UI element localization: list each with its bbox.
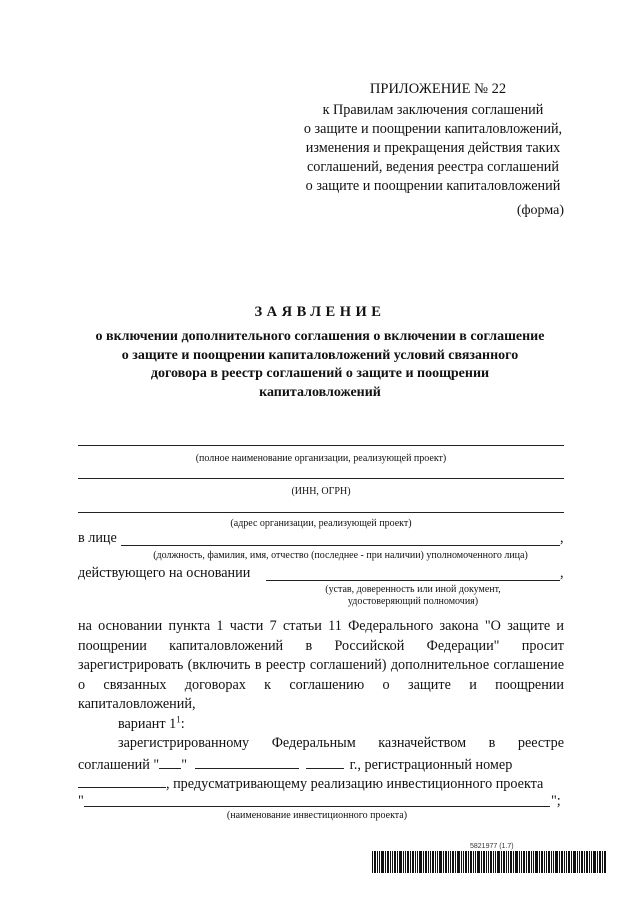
address-caption: (адрес организации, реализующей проект) <box>230 518 412 529</box>
project-caption: (наименование инвестиционного проекта) <box>226 810 408 821</box>
variant-line <box>78 715 564 735</box>
footnote-marker: 1 <box>176 713 181 724</box>
subtitle-line: о защите и поощрении капиталовложений условий связанного <box>121 347 519 363</box>
subtitle-line: капиталовложений <box>259 384 381 400</box>
project-quote-open: " <box>78 793 84 809</box>
in-person-caption: (должность, фамилия, имя, отчество (последнее - при наличии) уполномоченного лица) <box>153 550 528 561</box>
basis-caption-line: (устав, доверенность или иной документ, <box>325 584 501 595</box>
registered-line-3 <box>78 774 564 793</box>
reg-number-blank[interactable] <box>78 774 166 788</box>
document-subtitle <box>70 328 570 402</box>
form-label: (форма) <box>516 203 564 218</box>
month-blank[interactable] <box>195 755 299 769</box>
org-name-line <box>78 445 564 446</box>
in-person-comma: , <box>560 530 564 546</box>
day-blank[interactable] <box>159 755 181 769</box>
inn-line <box>78 478 564 479</box>
document-title: ЗАЯВЛЕНИЕ <box>254 304 386 320</box>
basis-caption-line: удостоверяющий полномочия) <box>347 596 479 607</box>
subtitle-line: о включении дополнительного соглашения о включении в соглашение <box>95 329 545 344</box>
appendix-line: о защите и поощрении капиталовложений, <box>303 121 563 137</box>
appendix-line: к Правилам заключения соглашений <box>322 102 544 118</box>
in-person-label: в лице <box>78 530 117 546</box>
variant-colon: : <box>180 715 185 732</box>
in-person-line <box>121 545 560 546</box>
basis-label: действующего на основании <box>78 565 251 581</box>
appendix-number: ПРИЛОЖЕНИЕ № 22 <box>369 81 507 97</box>
year-blank[interactable] <box>306 755 344 769</box>
subtitle-line: договора в реестр соглашений о защите и поощрении <box>150 366 490 381</box>
registered-line-1: зарегистрированному Федеральным казначейством в реестре <box>118 735 564 751</box>
body-text: на основании пункта 1 части 7 статьи 11 Федерального закона "О защите и поощрении капиталовложений в Российской Федерации" просит зарегистрировать (включить в реестр соглашений) дополнительное соглашение о связанных договорах к соглашению о защите и поощрении капиталовложений, <box>78 618 564 712</box>
registered-number-label: г., регистрационный номер <box>349 757 513 773</box>
basis-comma: , <box>560 565 564 581</box>
inn-caption: (ИНН, ОГРН) <box>291 486 351 497</box>
barcode-icon <box>372 851 606 873</box>
barcode-number: 5821977 (1.7) <box>470 843 514 850</box>
address-line <box>78 512 564 513</box>
registered-quote: " <box>181 757 188 773</box>
appendix-line: изменения и прекращения действия таких <box>305 140 561 156</box>
org-name-caption: (полное наименование организации, реализующей проект) <box>195 453 447 464</box>
basis-caption <box>266 584 560 608</box>
body-paragraph <box>78 617 564 734</box>
appendix-line: о защите и поощрении капиталовложений <box>305 178 561 194</box>
variant-label: вариант 1 <box>118 715 177 732</box>
project-quote-close: "; <box>551 793 561 809</box>
basis-line <box>266 580 560 581</box>
registered-line-2 <box>78 755 564 774</box>
appendix-line: соглашений, ведения реестра соглашений <box>307 159 559 175</box>
project-name-line <box>84 806 550 807</box>
project-text: , предусматривающему реализацию инвестиционного проекта <box>166 776 544 792</box>
appendix-header <box>262 80 604 196</box>
registered-text: соглашений " <box>78 757 160 773</box>
